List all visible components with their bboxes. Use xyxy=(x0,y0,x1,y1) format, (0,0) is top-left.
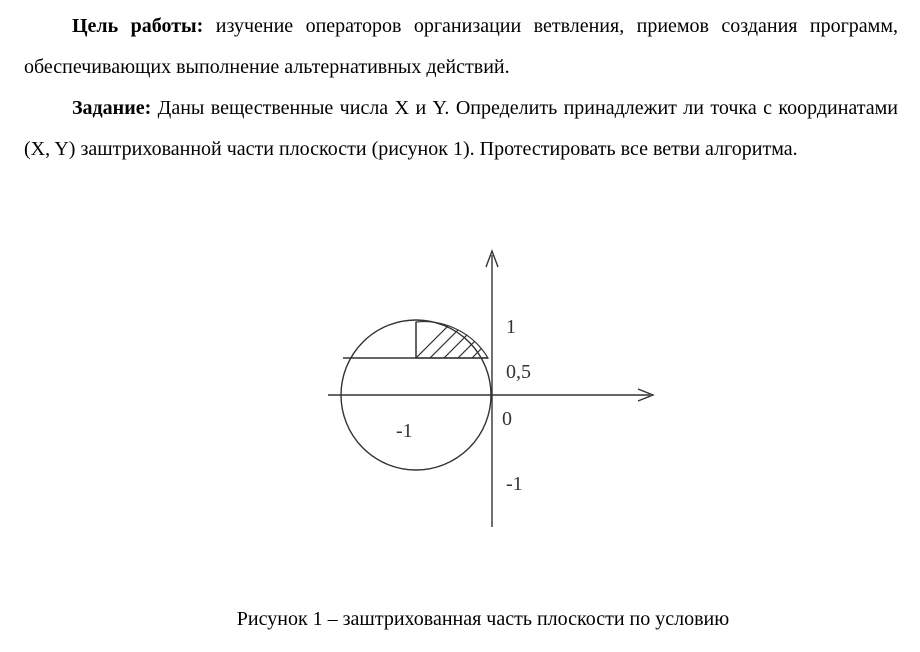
task-text: Даны вещественные числа X и Y. Определить принадлежит ли точка с координатами (X, Y) заштрихованной части плоскости (рисунок 1). Протестировать все ветви алгоритма. xyxy=(24,97,898,160)
label-y-half: 0,5 xyxy=(506,361,531,383)
task-paragraph xyxy=(24,88,898,170)
label-x-minus-one: -1 xyxy=(396,420,413,442)
label-origin: 0 xyxy=(502,408,512,430)
figure-1 xyxy=(320,245,670,535)
goal-text: изучение операторов организации ветвления, приемов создания программ, обеспечивающих выполнение альтернативных действий. xyxy=(24,15,898,78)
assignment-text xyxy=(24,6,898,170)
figure-caption: Рисунок 1 – заштрихованная часть плоскости по условию xyxy=(236,608,730,630)
label-y-minus-one: -1 xyxy=(506,473,523,495)
label-y-one: 1 xyxy=(506,316,516,338)
task-label: Задание: xyxy=(72,97,152,119)
goal-paragraph xyxy=(24,6,898,88)
goal-label: Цель работы: xyxy=(72,15,204,37)
coordinate-plane-diagram xyxy=(320,245,670,535)
